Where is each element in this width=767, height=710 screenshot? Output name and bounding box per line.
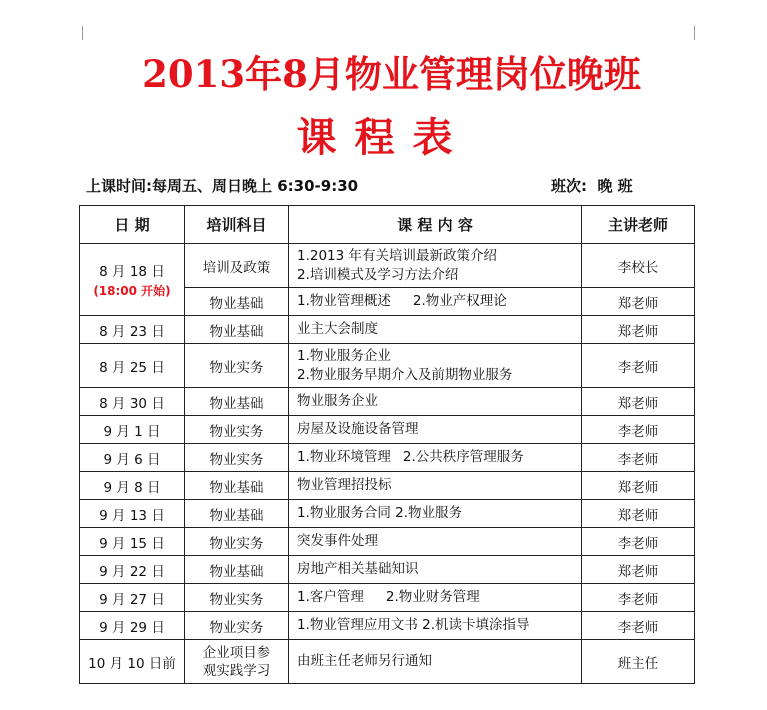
date-cell: 9 月 1 日 bbox=[80, 416, 185, 444]
table-header-row bbox=[80, 206, 695, 244]
date-cell: 10 月 10 日前 bbox=[80, 640, 185, 684]
subject-cell: 物业基础 bbox=[185, 472, 289, 500]
content-line: 2.培训模式及学习方法介绍 bbox=[297, 266, 459, 283]
teacher-cell: 郑老师 bbox=[582, 500, 695, 528]
content-cell: 物业管理招投标 bbox=[289, 472, 582, 500]
content-cell bbox=[289, 288, 582, 316]
content-line: 1.客户管理 bbox=[297, 589, 364, 605]
table-row bbox=[80, 444, 695, 472]
date-cell: 9 月 8 日 bbox=[80, 472, 185, 500]
content-line: 2.物业财务管理 bbox=[385, 589, 480, 605]
subject-cell: 物业实务 bbox=[185, 584, 289, 612]
class-time-info bbox=[86, 175, 358, 196]
subject-cell: 物业实务 bbox=[185, 528, 289, 556]
class-time-label: 上课时间: bbox=[86, 177, 152, 195]
table-row bbox=[80, 640, 695, 684]
content-line: 2.公共秩序管理服务 bbox=[402, 449, 524, 465]
teacher-cell: 李校长 bbox=[582, 244, 695, 288]
class-time-value: 每周五、周日晚上 6:30-9:30 bbox=[152, 177, 359, 195]
table-row bbox=[80, 388, 695, 416]
date-cell: 9 月 13 日 bbox=[80, 500, 185, 528]
header-teacher: 主讲老师 bbox=[582, 206, 695, 244]
subject-cell: 培训及政策 bbox=[185, 244, 289, 288]
teacher-cell: 李老师 bbox=[582, 444, 695, 472]
content-cell bbox=[289, 444, 582, 472]
teacher-cell: 李老师 bbox=[582, 344, 695, 388]
subject-cell: 物业基础 bbox=[185, 288, 289, 316]
content-line: 1.2013 年有关培训最新政策介绍 bbox=[297, 247, 498, 264]
page-corner-mark-left bbox=[82, 26, 83, 40]
table-row bbox=[80, 416, 695, 444]
subject-cell: 物业基础 bbox=[185, 316, 289, 344]
subject-cell: 物业实务 bbox=[185, 344, 289, 388]
table-row bbox=[80, 612, 695, 640]
subject-line: 企业项目参 bbox=[202, 644, 271, 661]
content-line: 1.物业服务企业 bbox=[297, 347, 391, 364]
table-row bbox=[80, 500, 695, 528]
start-time-note: (18:00 开始) bbox=[93, 284, 171, 298]
content-line: 2.物业产权理论 bbox=[412, 293, 507, 309]
table-row bbox=[80, 316, 695, 344]
content-cell: 由班主任老师另行通知 bbox=[289, 640, 582, 684]
content-cell: 房地产相关基础知识 bbox=[289, 556, 582, 584]
teacher-cell: 李老师 bbox=[582, 528, 695, 556]
page-corner-mark-right bbox=[694, 26, 695, 40]
subject-cell: 物业基础 bbox=[185, 500, 289, 528]
document-title: 2013年8月物业管理岗位晚班 bbox=[142, 52, 641, 96]
date-cell: 8 月 23 日 bbox=[80, 316, 185, 344]
header-subject: 培训科目 bbox=[185, 206, 289, 244]
content-cell: 突发事件处理 bbox=[289, 528, 582, 556]
date-cell: 9 月 15 日 bbox=[80, 528, 185, 556]
class-shift-value: 晚 班 bbox=[597, 177, 633, 195]
teacher-cell: 李老师 bbox=[582, 612, 695, 640]
teacher-cell: 郑老师 bbox=[582, 316, 695, 344]
class-shift-info bbox=[551, 175, 633, 196]
table-row bbox=[80, 584, 695, 612]
content-cell: 物业服务企业 bbox=[289, 388, 582, 416]
content-cell: 房屋及设施设备管理 bbox=[289, 416, 582, 444]
teacher-cell: 郑老师 bbox=[582, 556, 695, 584]
header-date: 日 期 bbox=[80, 206, 185, 244]
date-cell: 9 月 22 日 bbox=[80, 556, 185, 584]
content-cell: 1.物业服务合同 2.物业服务 bbox=[289, 500, 582, 528]
date-cell: 9 月 29 日 bbox=[80, 612, 185, 640]
table-row bbox=[80, 244, 695, 288]
content-cell: 1.物业管理应用文书 2.机读卡填涂指导 bbox=[289, 612, 582, 640]
date-value: 8 月 18 日 bbox=[99, 264, 165, 280]
subject-cell: 物业实务 bbox=[185, 612, 289, 640]
table-row bbox=[80, 556, 695, 584]
subject-line: 观实践学习 bbox=[202, 662, 271, 679]
content-line: 1.物业环境管理 bbox=[297, 449, 391, 465]
date-cell: 8 月 25 日 bbox=[80, 344, 185, 388]
table-row bbox=[80, 472, 695, 500]
content-cell bbox=[289, 344, 582, 388]
content-cell bbox=[289, 244, 582, 288]
teacher-cell: 郑老师 bbox=[582, 472, 695, 500]
subject-cell bbox=[185, 640, 289, 684]
date-cell bbox=[80, 244, 185, 316]
document-subtitle: 课程表 bbox=[296, 114, 471, 161]
content-cell bbox=[289, 584, 582, 612]
date-cell: 9 月 27 日 bbox=[80, 584, 185, 612]
schedule-table bbox=[79, 205, 695, 684]
teacher-cell: 班主任 bbox=[582, 640, 695, 684]
date-cell: 8 月 30 日 bbox=[80, 388, 185, 416]
content-cell: 业主大会制度 bbox=[289, 316, 582, 344]
teacher-cell: 郑老师 bbox=[582, 288, 695, 316]
subject-cell: 物业基础 bbox=[185, 388, 289, 416]
teacher-cell: 郑老师 bbox=[582, 388, 695, 416]
header-content: 课 程 内 容 bbox=[289, 206, 582, 244]
table-row bbox=[80, 528, 695, 556]
teacher-cell: 李老师 bbox=[582, 584, 695, 612]
teacher-cell: 李老师 bbox=[582, 416, 695, 444]
content-line: 1.物业管理概述 bbox=[297, 293, 391, 309]
subject-cell: 物业实务 bbox=[185, 444, 289, 472]
subject-cell: 物业基础 bbox=[185, 556, 289, 584]
class-shift-label: 班次: bbox=[551, 177, 587, 195]
date-cell: 9 月 6 日 bbox=[80, 444, 185, 472]
content-line: 2.物业服务早期介入及前期物业服务 bbox=[297, 366, 513, 383]
table-row bbox=[80, 344, 695, 388]
subject-cell: 物业实务 bbox=[185, 416, 289, 444]
